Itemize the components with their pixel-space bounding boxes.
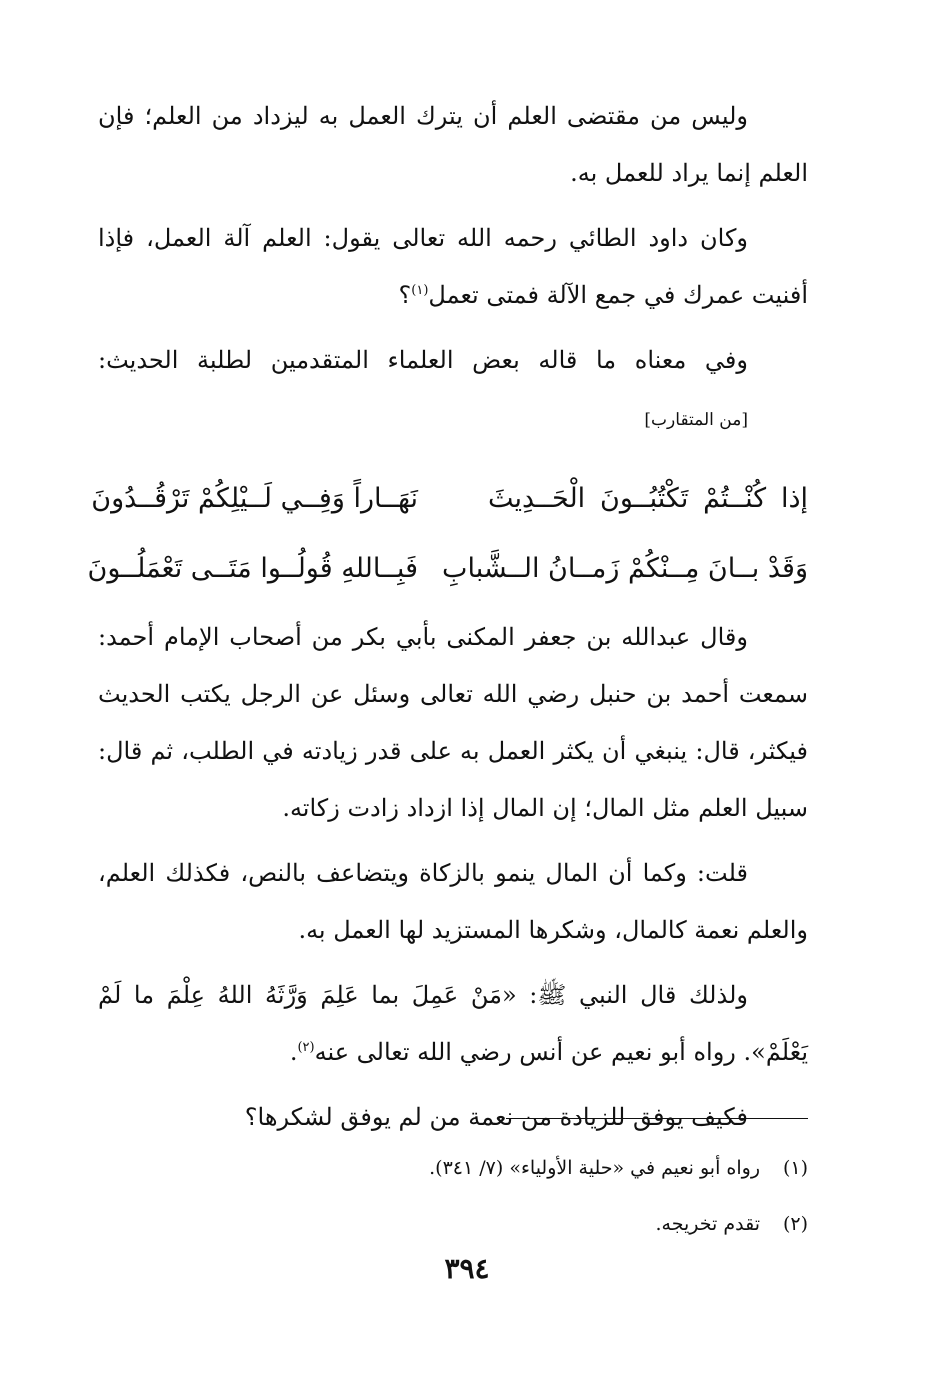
paragraph-7-text: فكيف يوفق للزيادة من نعمة من لم يوفق لشكرها؟ bbox=[244, 1103, 748, 1131]
paragraph-1-text: وليس من مقتضى العلم أن يترك العمل به ليزداد من العلم؛ فإن العلم إنما يراد للعمل به. bbox=[98, 102, 808, 187]
verse-2-first-hemistich: وَقَدْ بــانَ مِــنْكُمْ زَمــانُ الــشَّبابِ bbox=[442, 552, 808, 584]
poetic-meter-note: [من المتقارب] bbox=[644, 410, 748, 430]
verse-1-second-hemistich: نَهَــاراً وَفِــي لَــيْلِكُمْ تَرْقُــدُونَ bbox=[91, 482, 418, 514]
paragraph-2-end: ؟ bbox=[398, 281, 412, 309]
paragraph-2 bbox=[98, 210, 808, 324]
verse-1-first-hemistich: إذا كُنْــتُمْ تَكْتُبُــونَ الْحَــدِيثَ bbox=[488, 482, 808, 514]
verse-line bbox=[87, 533, 808, 603]
paragraph-3-text: وفي معناه ما قاله بعض العلماء المتقدمين لطلبة الحديث: bbox=[98, 346, 748, 374]
verse-2-second-hemistich: فَبِــاللهِ قُولُــوا مَتَــى تَعْمَلُــونَ bbox=[87, 552, 418, 584]
paragraph-4 bbox=[98, 609, 808, 837]
footnote-ref-1: (١) bbox=[411, 283, 429, 298]
footnote bbox=[128, 1140, 808, 1196]
page-number: ٣٩٤ bbox=[444, 1252, 490, 1285]
footnote-ref-2: (٢) bbox=[297, 1040, 315, 1055]
paragraph-6 bbox=[98, 967, 808, 1081]
paragraph-6-end: . bbox=[289, 1038, 298, 1066]
footnote-number: (١) bbox=[782, 1157, 808, 1179]
main-text bbox=[87, 88, 808, 1146]
paragraph-4-text: وقال عبدالله بن جعفر المكنى بأبي بكر من أصحاب الإمام أحمد: سمعت أحمد بن حنبل رضي الله تعالى وسئل عن الرجل يكتب الحديث فيكثر، قال: ينبغي أن يكثر العمل به على قدر زيادته في الطلب، ثم قال: سبيل العلم مثل المال؛ إن المال إذا ازداد زادت زكاته. bbox=[98, 623, 808, 822]
verse-line bbox=[91, 463, 808, 533]
paragraph-2-text: وكان داود الطائي رحمه الله تعالى يقول: العلم آلة العمل، فإذا أفنيت عمرك في جمع الآلة فمتى تعمل bbox=[98, 224, 808, 309]
paragraph-5 bbox=[98, 845, 808, 959]
paragraph-6-text: ولذلك قال النبي ﷺ: «مَنْ عَمِلَ بما عَلِمَ وَرَّثَهُ اللهُ عِلْمَ ما لَمْ يَعْلَمْ». رواه أبو نعيم عن أنس رضي الله تعالى عنه bbox=[98, 981, 808, 1066]
poem bbox=[87, 463, 808, 603]
paragraph-5-text: قلت: وكما أن المال ينمو بالزكاة ويتضاعف بالنص، فكذلك العلم، والعلم نعمة كالمال، وشكرها المستزيد لها العمل به. bbox=[98, 859, 808, 944]
paragraph-3 bbox=[98, 332, 808, 449]
footnote-number: (٢) bbox=[782, 1213, 808, 1235]
paragraph-1 bbox=[98, 88, 808, 202]
footnote-text: رواه أبو نعيم في «حلية الأولياء» (٧/ ٣٤١). bbox=[429, 1157, 760, 1179]
footnote bbox=[128, 1196, 808, 1252]
footnotes bbox=[128, 1140, 808, 1252]
footnote-divider bbox=[506, 1118, 808, 1119]
footnote-text: تقدم تخريجه. bbox=[655, 1213, 760, 1235]
